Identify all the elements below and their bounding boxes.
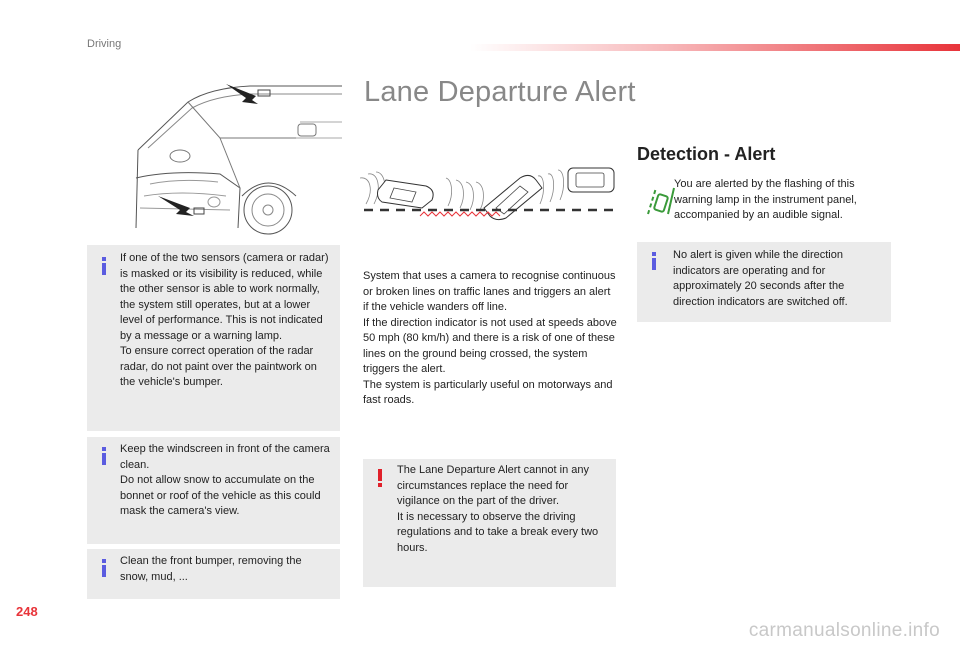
warning-box-text (397, 463, 609, 556)
page-number: 248 (16, 604, 38, 619)
info-box-direction-indicators (637, 242, 891, 322)
vehicle-sensors-illustration (130, 78, 342, 238)
description-paragraph: System that uses a camera to recognise continuous or broken lines on traffic lanes and triggers an alert if the vehicle wanders off line. (363, 270, 616, 313)
info-paragraph: If one of the two sensors (camera or radar) is masked or its visibility is reduced, while the other sensor is able to work normally, the system still operates, but at a lower level of performance. This is not indicated by a message or a warning lamp. (120, 252, 329, 342)
description-text (363, 269, 618, 409)
watermark: carmanualsonline.info (748, 620, 940, 641)
info-paragraph: Keep the windscreen in front of the camera clean. (120, 443, 330, 471)
lane-departure-warning-lamp-icon (646, 184, 676, 218)
section-heading: Detection - Alert (637, 144, 776, 164)
info-box-windscreen (87, 437, 340, 544)
warning-lamp-description: You are alerted by the flashing of this warning lamp in the instrument panel, accompanied by an audible signal. (674, 178, 857, 221)
info-box-text (120, 442, 332, 520)
info-paragraph: Clean the front bumper, removing the snow, mud, ... (120, 555, 302, 583)
info-icon (649, 252, 659, 270)
description-paragraph: If the direction indicator is not used at speeds above 50 mph (80 km/h) and there is a risk of one of these lines on the ground being crossed, the system triggers the alert. (363, 316, 617, 375)
section-header: Driving (87, 38, 122, 50)
info-box-text (120, 251, 335, 391)
warning-paragraph: It is necessary to observe the driving regulations and to take a break every two hours. (397, 510, 599, 554)
description-paragraph: The system is particularly useful on motorways and fast roads. (363, 378, 613, 406)
info-box-text (120, 554, 332, 585)
info-icon (99, 447, 109, 465)
header-accent-bar (470, 44, 960, 51)
info-paragraph: Do not allow snow to accumulate on the bonnet or roof of the vehicle as this could mask the camera's view. (120, 474, 321, 517)
info-icon (99, 559, 109, 577)
info-box-sensors (87, 245, 340, 431)
info-box-bumper (87, 549, 340, 599)
page-title: Lane Departure Alert (364, 76, 636, 108)
warning-paragraph: The Lane Departure Alert cannot in any circumstances replace the need for vigilance on the part of the driver. (397, 464, 590, 507)
warning-box (363, 459, 616, 587)
info-box-text: No alert is given while the direction indicators are operating and for approximately 20 seconds after the direction indicators are switched off. (673, 249, 848, 308)
warning-icon (375, 469, 385, 487)
info-icon (99, 257, 109, 275)
lane-departure-illustration (360, 160, 618, 222)
info-paragraph: To ensure correct operation of the radar radar, do not paint over the paintwork on the vehicle's bumper. (120, 345, 317, 388)
